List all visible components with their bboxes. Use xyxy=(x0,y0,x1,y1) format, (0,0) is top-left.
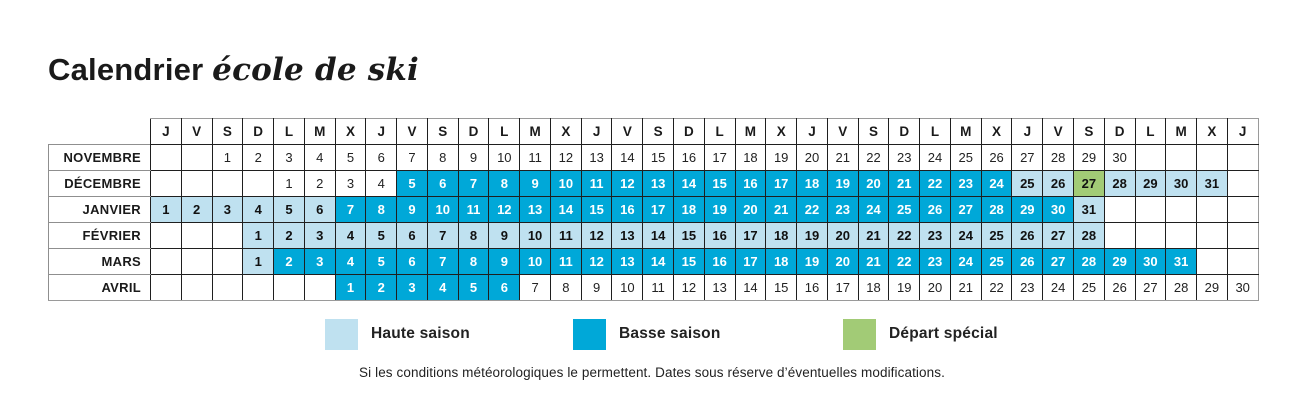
day-cell: 11 xyxy=(581,171,612,197)
weekday-header-cell: X xyxy=(335,119,366,145)
day-cell: 10 xyxy=(550,171,581,197)
day-cell: 24 xyxy=(950,249,981,275)
day-cell: 24 xyxy=(950,223,981,249)
day-cell: 3 xyxy=(274,145,305,171)
day-cell: 14 xyxy=(643,223,674,249)
day-cell: 26 xyxy=(920,197,951,223)
legend-swatch-basse xyxy=(573,319,606,350)
day-cell: 13 xyxy=(704,275,735,301)
legend-swatch-haute xyxy=(325,319,358,350)
day-cell: 21 xyxy=(766,197,797,223)
day-cell: 12 xyxy=(550,145,581,171)
day-cell: 30 xyxy=(1043,197,1074,223)
empty-cell xyxy=(212,249,243,275)
weekday-header-cell: S xyxy=(1073,119,1104,145)
empty-cell xyxy=(274,275,305,301)
weekday-header-cell: M xyxy=(520,119,551,145)
day-cell: 26 xyxy=(981,145,1012,171)
day-cell: 5 xyxy=(397,171,428,197)
empty-cell xyxy=(1197,249,1228,275)
day-cell: 17 xyxy=(827,275,858,301)
empty-cell xyxy=(1227,171,1258,197)
day-cell: 13 xyxy=(612,249,643,275)
weekday-header-cell: V xyxy=(827,119,858,145)
day-cell: 22 xyxy=(858,145,889,171)
day-cell: 1 xyxy=(151,197,182,223)
day-cell: 30 xyxy=(1135,249,1166,275)
day-cell: 10 xyxy=(520,249,551,275)
weekday-header-cell: J xyxy=(366,119,397,145)
day-cell: 28 xyxy=(981,197,1012,223)
day-cell: 21 xyxy=(889,171,920,197)
weekday-header-cell: D xyxy=(458,119,489,145)
day-cell: 13 xyxy=(643,171,674,197)
weekday-header-cell: J xyxy=(1012,119,1043,145)
day-cell: 29 xyxy=(1073,145,1104,171)
day-cell: 26 xyxy=(1043,171,1074,197)
day-cell: 2 xyxy=(274,223,305,249)
month-row xyxy=(49,197,1259,223)
day-cell: 15 xyxy=(581,197,612,223)
day-cell: 1 xyxy=(274,171,305,197)
day-cell: 23 xyxy=(920,223,951,249)
day-cell: 31 xyxy=(1166,249,1197,275)
day-cell: 26 xyxy=(1104,275,1135,301)
empty-cell xyxy=(1135,197,1166,223)
day-cell: 19 xyxy=(797,249,828,275)
day-cell: 24 xyxy=(1043,275,1074,301)
day-cell: 20 xyxy=(858,171,889,197)
weekday-header-cell: J xyxy=(151,119,182,145)
empty-cell xyxy=(151,171,182,197)
month-row xyxy=(49,223,1259,249)
legend-item-basse-saison xyxy=(573,318,721,350)
empty-cell xyxy=(1227,197,1258,223)
day-cell: 14 xyxy=(643,249,674,275)
day-cell: 9 xyxy=(489,249,520,275)
day-cell: 21 xyxy=(827,145,858,171)
day-cell: 11 xyxy=(520,145,551,171)
weekday-header-cell: J xyxy=(1227,119,1258,145)
day-cell: 30 xyxy=(1104,145,1135,171)
day-cell: 28 xyxy=(1073,249,1104,275)
legend-item-special-saison xyxy=(843,318,998,350)
day-cell: 4 xyxy=(335,249,366,275)
day-cell: 7 xyxy=(520,275,551,301)
day-cell: 19 xyxy=(889,275,920,301)
day-cell: 5 xyxy=(366,249,397,275)
day-cell: 10 xyxy=(427,197,458,223)
day-cell: 20 xyxy=(920,275,951,301)
empty-cell xyxy=(1227,145,1258,171)
day-cell: 21 xyxy=(950,275,981,301)
day-cell: 3 xyxy=(397,275,428,301)
day-cell: 31 xyxy=(1197,171,1228,197)
weekday-header-cell: V xyxy=(397,119,428,145)
day-cell: 11 xyxy=(550,249,581,275)
day-cell: 16 xyxy=(735,171,766,197)
empty-cell xyxy=(304,275,335,301)
weekday-header-cell: S xyxy=(212,119,243,145)
empty-cell xyxy=(1135,145,1166,171)
legend-swatch-special xyxy=(843,319,876,350)
page-title-regular: Calendrier xyxy=(48,52,204,87)
empty-cell xyxy=(1135,223,1166,249)
empty-cell xyxy=(1197,223,1228,249)
day-cell: 13 xyxy=(581,145,612,171)
weekday-header-cell: X xyxy=(550,119,581,145)
day-cell: 24 xyxy=(981,171,1012,197)
day-cell: 4 xyxy=(427,275,458,301)
day-cell: 22 xyxy=(889,249,920,275)
day-cell: 25 xyxy=(950,145,981,171)
day-cell: 18 xyxy=(766,223,797,249)
day-cell: 5 xyxy=(366,223,397,249)
day-cell: 18 xyxy=(797,171,828,197)
day-cell: 18 xyxy=(858,275,889,301)
day-cell: 3 xyxy=(335,171,366,197)
day-cell: 11 xyxy=(458,197,489,223)
weekday-header-cell: D xyxy=(889,119,920,145)
empty-cell xyxy=(243,275,274,301)
day-cell: 17 xyxy=(735,223,766,249)
day-cell: 4 xyxy=(366,171,397,197)
page-title xyxy=(48,52,419,88)
day-cell: 17 xyxy=(766,171,797,197)
day-cell: 27 xyxy=(950,197,981,223)
day-cell: 19 xyxy=(827,171,858,197)
empty-cell xyxy=(1166,197,1197,223)
month-row xyxy=(49,249,1259,275)
day-cell: 6 xyxy=(427,171,458,197)
day-cell: 3 xyxy=(212,197,243,223)
day-cell: 8 xyxy=(458,223,489,249)
day-cell: 9 xyxy=(581,275,612,301)
empty-cell xyxy=(181,275,212,301)
day-cell: 17 xyxy=(735,249,766,275)
day-cell: 26 xyxy=(1012,223,1043,249)
day-cell: 18 xyxy=(674,197,705,223)
day-cell: 23 xyxy=(1012,275,1043,301)
empty-cell xyxy=(212,171,243,197)
day-cell: 2 xyxy=(366,275,397,301)
day-cell: 22 xyxy=(981,275,1012,301)
day-cell: 30 xyxy=(1166,171,1197,197)
empty-cell xyxy=(151,145,182,171)
month-label: JANVIER xyxy=(49,197,151,223)
weekday-header-cell: D xyxy=(243,119,274,145)
day-cell: 7 xyxy=(427,223,458,249)
day-cell: 15 xyxy=(674,223,705,249)
day-cell: 8 xyxy=(366,197,397,223)
day-cell: 1 xyxy=(243,223,274,249)
day-cell: 24 xyxy=(858,197,889,223)
weekday-header-cell: M xyxy=(950,119,981,145)
day-cell: 20 xyxy=(797,145,828,171)
day-cell: 6 xyxy=(397,249,428,275)
day-cell: 21 xyxy=(858,249,889,275)
day-cell: 4 xyxy=(304,145,335,171)
day-cell: 2 xyxy=(243,145,274,171)
day-cell: 13 xyxy=(520,197,551,223)
day-cell: 30 xyxy=(1227,275,1258,301)
weekday-header-cell: M xyxy=(304,119,335,145)
day-cell: 16 xyxy=(704,223,735,249)
day-cell: 6 xyxy=(397,223,428,249)
weekday-header-cell: M xyxy=(1166,119,1197,145)
day-cell: 25 xyxy=(981,223,1012,249)
empty-cell xyxy=(1197,197,1228,223)
weekday-header-cell: S xyxy=(858,119,889,145)
day-cell: 12 xyxy=(581,249,612,275)
day-cell: 23 xyxy=(889,145,920,171)
empty-cell xyxy=(212,275,243,301)
weekday-header-cell: V xyxy=(612,119,643,145)
weekday-header-cell: L xyxy=(274,119,305,145)
day-cell: 14 xyxy=(612,145,643,171)
day-cell: 8 xyxy=(458,249,489,275)
day-cell: 9 xyxy=(397,197,428,223)
day-cell: 16 xyxy=(704,249,735,275)
weekday-header-cell: D xyxy=(1104,119,1135,145)
day-cell: 1 xyxy=(243,249,274,275)
empty-cell xyxy=(181,223,212,249)
day-cell: 19 xyxy=(797,223,828,249)
weekday-header-cell: S xyxy=(643,119,674,145)
day-cell: 22 xyxy=(797,197,828,223)
day-cell: 16 xyxy=(612,197,643,223)
empty-cell xyxy=(1227,223,1258,249)
day-cell: 16 xyxy=(674,145,705,171)
day-cell: 1 xyxy=(335,275,366,301)
weekday-header-cell: L xyxy=(920,119,951,145)
empty-cell xyxy=(1166,223,1197,249)
day-cell: 12 xyxy=(612,171,643,197)
day-cell: 25 xyxy=(981,249,1012,275)
day-cell: 22 xyxy=(920,171,951,197)
weekday-header-cell: X xyxy=(1197,119,1228,145)
month-label: MARS xyxy=(49,249,151,275)
weekday-header-cell: D xyxy=(674,119,705,145)
empty-cell xyxy=(1104,197,1135,223)
day-cell: 23 xyxy=(920,249,951,275)
day-cell: 16 xyxy=(797,275,828,301)
empty-cell xyxy=(243,171,274,197)
month-label: AVRIL xyxy=(49,275,151,301)
weekday-header-cell: V xyxy=(181,119,212,145)
day-cell: 12 xyxy=(581,223,612,249)
day-cell: 20 xyxy=(827,223,858,249)
day-cell: 25 xyxy=(1073,275,1104,301)
day-cell: 3 xyxy=(304,249,335,275)
day-cell: 28 xyxy=(1104,171,1135,197)
legend-label: Basse saison xyxy=(619,325,721,342)
day-cell: 8 xyxy=(489,171,520,197)
day-cell: 5 xyxy=(458,275,489,301)
weekday-header-cell: L xyxy=(1135,119,1166,145)
day-cell: 29 xyxy=(1135,171,1166,197)
day-cell: 7 xyxy=(458,171,489,197)
weekday-header-cell: X xyxy=(766,119,797,145)
day-cell: 24 xyxy=(920,145,951,171)
day-cell: 20 xyxy=(735,197,766,223)
day-cell: 10 xyxy=(489,145,520,171)
day-cell: 4 xyxy=(243,197,274,223)
day-cell: 4 xyxy=(335,223,366,249)
day-cell: 29 xyxy=(1197,275,1228,301)
empty-cell xyxy=(1227,249,1258,275)
month-row xyxy=(49,171,1259,197)
day-cell: 9 xyxy=(489,223,520,249)
day-cell: 5 xyxy=(335,145,366,171)
day-cell: 19 xyxy=(766,145,797,171)
day-cell: 17 xyxy=(643,197,674,223)
day-cell: 13 xyxy=(612,223,643,249)
month-label: NOVEMBRE xyxy=(49,145,151,171)
day-cell: 10 xyxy=(612,275,643,301)
day-cell: 9 xyxy=(458,145,489,171)
day-cell: 11 xyxy=(643,275,674,301)
day-cell: 27 xyxy=(1135,275,1166,301)
day-cell: 10 xyxy=(520,223,551,249)
day-cell: 27 xyxy=(1073,171,1104,197)
day-cell: 1 xyxy=(212,145,243,171)
day-cell: 26 xyxy=(1012,249,1043,275)
day-cell: 3 xyxy=(304,223,335,249)
day-cell: 15 xyxy=(704,171,735,197)
day-cell: 15 xyxy=(643,145,674,171)
day-cell: 7 xyxy=(427,249,458,275)
empty-cell xyxy=(151,223,182,249)
calendar-table xyxy=(48,118,1259,301)
day-cell: 25 xyxy=(889,197,920,223)
empty-cell xyxy=(1166,145,1197,171)
day-cell: 17 xyxy=(704,145,735,171)
weekday-header-cell: V xyxy=(1043,119,1074,145)
day-cell: 12 xyxy=(489,197,520,223)
weekday-header-cell: J xyxy=(797,119,828,145)
empty-cell xyxy=(1197,145,1228,171)
footnote: Si les conditions météorologiques le permettent. Dates sous réserve d’éventuelles modifications. xyxy=(359,365,945,380)
day-cell: 27 xyxy=(1012,145,1043,171)
day-cell: 5 xyxy=(274,197,305,223)
legend-label: Départ spécial xyxy=(889,325,998,342)
day-cell: 18 xyxy=(766,249,797,275)
empty-cell xyxy=(212,223,243,249)
weekday-header-cell: L xyxy=(704,119,735,145)
month-label: DÉCEMBRE xyxy=(49,171,151,197)
empty-cell xyxy=(151,275,182,301)
weekday-header-cell: S xyxy=(427,119,458,145)
day-cell: 25 xyxy=(1012,171,1043,197)
empty-cell xyxy=(181,145,212,171)
weekday-header-cell: L xyxy=(489,119,520,145)
empty-cell xyxy=(181,171,212,197)
day-cell: 2 xyxy=(181,197,212,223)
day-cell: 20 xyxy=(827,249,858,275)
day-cell: 15 xyxy=(766,275,797,301)
day-cell: 23 xyxy=(950,171,981,197)
legend-label: Haute saison xyxy=(371,325,470,342)
month-row xyxy=(49,145,1259,171)
day-cell: 28 xyxy=(1073,223,1104,249)
day-cell: 21 xyxy=(858,223,889,249)
day-cell: 18 xyxy=(735,145,766,171)
day-cell: 27 xyxy=(1043,249,1074,275)
day-cell: 28 xyxy=(1166,275,1197,301)
day-cell: 12 xyxy=(674,275,705,301)
weekday-header-cell: M xyxy=(735,119,766,145)
day-cell: 28 xyxy=(1043,145,1074,171)
month-row xyxy=(49,275,1259,301)
weekday-header-cell: X xyxy=(981,119,1012,145)
day-cell: 6 xyxy=(489,275,520,301)
day-cell: 9 xyxy=(520,171,551,197)
day-cell: 8 xyxy=(427,145,458,171)
day-cell: 7 xyxy=(335,197,366,223)
empty-cell xyxy=(1104,223,1135,249)
page-title-italic: école de ski xyxy=(212,52,420,88)
day-cell: 27 xyxy=(1043,223,1074,249)
day-cell: 14 xyxy=(550,197,581,223)
day-cell: 29 xyxy=(1104,249,1135,275)
day-cell: 22 xyxy=(889,223,920,249)
empty-cell xyxy=(181,249,212,275)
day-cell: 6 xyxy=(366,145,397,171)
day-cell: 19 xyxy=(704,197,735,223)
day-cell: 14 xyxy=(674,171,705,197)
day-cell: 23 xyxy=(827,197,858,223)
weekday-header-cell: J xyxy=(581,119,612,145)
day-cell: 6 xyxy=(304,197,335,223)
day-cell: 29 xyxy=(1012,197,1043,223)
legend-item-haute-saison xyxy=(325,318,470,350)
day-cell: 7 xyxy=(397,145,428,171)
calendar-corner-cell xyxy=(49,119,151,145)
month-label: FÉVRIER xyxy=(49,223,151,249)
day-cell: 15 xyxy=(674,249,705,275)
day-cell: 2 xyxy=(304,171,335,197)
empty-cell xyxy=(151,249,182,275)
day-cell: 8 xyxy=(550,275,581,301)
day-cell: 11 xyxy=(550,223,581,249)
day-cell: 31 xyxy=(1073,197,1104,223)
day-cell: 2 xyxy=(274,249,305,275)
day-cell: 14 xyxy=(735,275,766,301)
